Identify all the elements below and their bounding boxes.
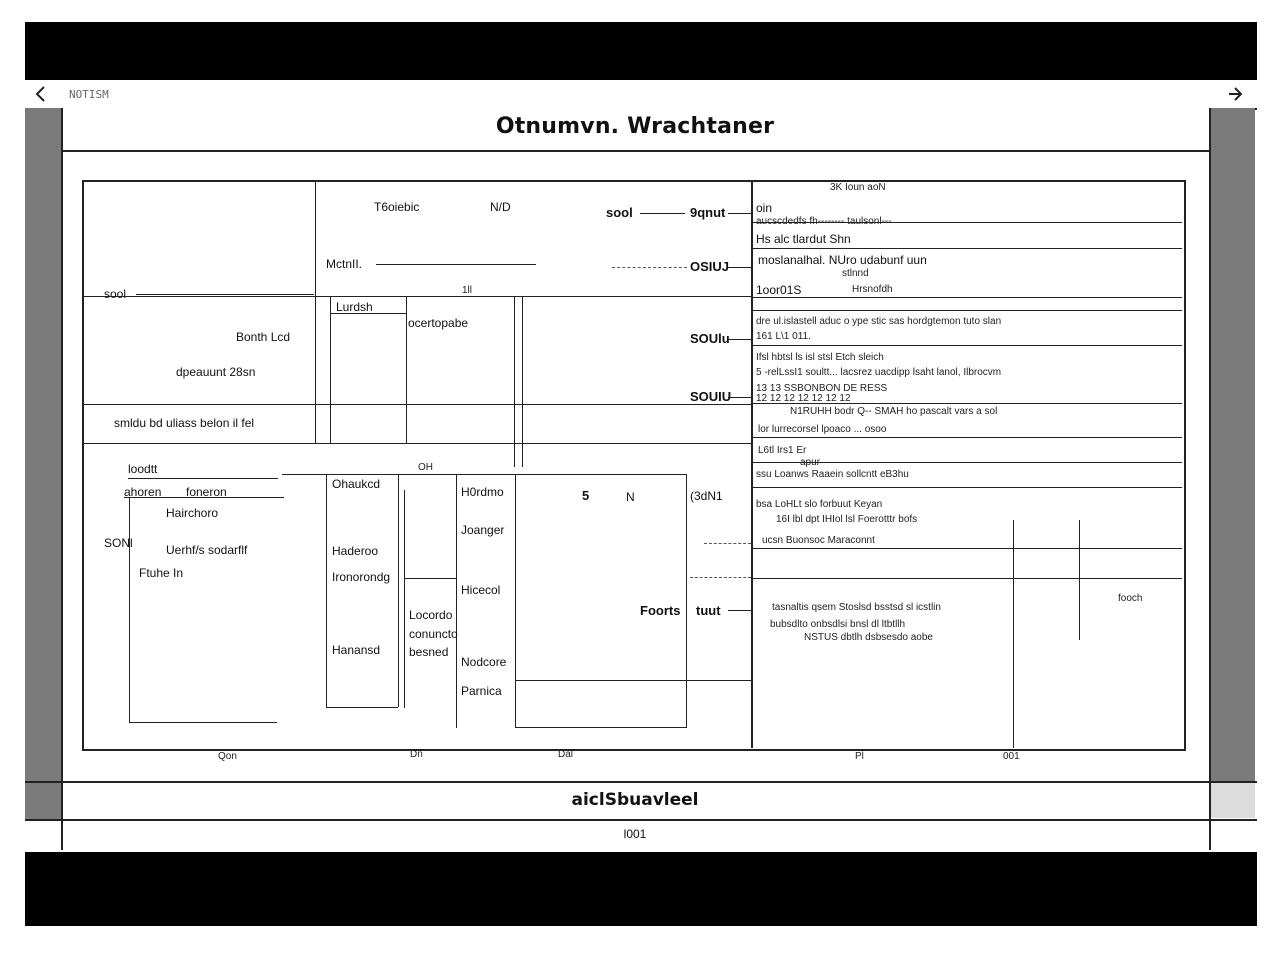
col-c-label-2: Hicecol bbox=[461, 583, 501, 597]
footer-bottom-rule bbox=[25, 819, 1257, 821]
label-nd: N/D bbox=[490, 200, 511, 214]
nav-bar bbox=[25, 80, 1257, 110]
note-line-21: fooch bbox=[1118, 593, 1143, 604]
note-line-14: lor lurrecorsel lpoaco ... osoo bbox=[758, 424, 887, 435]
bottom-black-bar bbox=[25, 852, 1257, 926]
bottom-tick-2: Dal bbox=[558, 749, 574, 760]
note-rule-11 bbox=[752, 578, 1182, 579]
note-line-10: 5 -relLssI1 soultt... lacsrez uacdipp lsaht lanol, Ilbrocvm bbox=[756, 367, 1002, 378]
address-label: NOTISM bbox=[69, 88, 109, 101]
note-line-12: 12 12 12 12 12 12 12 bbox=[756, 393, 851, 404]
footer-title: aiclSbuavleel bbox=[571, 790, 699, 810]
bottom-tick-0: Qon bbox=[218, 751, 237, 762]
label-s-mark: 5 bbox=[582, 488, 590, 503]
col-a-label-2: Ironorondg bbox=[332, 570, 391, 584]
column-b-left bbox=[404, 490, 405, 708]
label-fonerion: foneron bbox=[186, 485, 227, 499]
bottom-tick-1: Dn bbox=[410, 749, 423, 760]
label-dpeau: dpeauunt 28sn bbox=[176, 365, 256, 379]
outer-left-post bbox=[129, 497, 130, 722]
column-b-mid bbox=[404, 578, 456, 579]
label-bonth: Bonth Lcd bbox=[236, 330, 291, 344]
label-slash: 1ll bbox=[462, 285, 473, 296]
curlapid-line bbox=[330, 313, 406, 314]
col-b-label-2: besned bbox=[409, 645, 449, 659]
lower-band-line bbox=[84, 443, 751, 444]
label-sool-top: sool bbox=[606, 205, 633, 220]
label-ocean: ocertopabe bbox=[408, 316, 469, 330]
col-a-label-3: Hanansd bbox=[332, 643, 381, 657]
middle-band-line bbox=[84, 404, 751, 405]
mc-line bbox=[376, 264, 536, 265]
ahoren-line bbox=[124, 497, 284, 498]
note-rule-10 bbox=[752, 548, 1182, 549]
label-sounu-1: SOUlu bbox=[690, 331, 730, 346]
label-sounu-2: SOUIU bbox=[690, 389, 732, 404]
label-9qnut: 9qnut bbox=[690, 205, 726, 220]
page-number: l001 bbox=[623, 827, 647, 841]
column-left-1 bbox=[330, 297, 331, 443]
note-line-15: L6tl Irs1 Er bbox=[758, 445, 807, 456]
box-base bbox=[515, 727, 686, 728]
arrow-right-icon bbox=[1226, 85, 1244, 103]
box-right-edge bbox=[686, 474, 687, 728]
note-col-2 bbox=[1079, 520, 1080, 640]
note-rule-6 bbox=[752, 403, 1182, 404]
note-rule-2 bbox=[752, 248, 1182, 249]
column-right-1 bbox=[514, 297, 515, 467]
column-left-2 bbox=[406, 297, 407, 443]
leader-e2 bbox=[690, 577, 751, 578]
col-c-label-4: Parnica bbox=[461, 684, 502, 698]
notes-header: 3K Ioun aoN bbox=[830, 182, 886, 193]
bottom-tick-right-1: 001 bbox=[1003, 751, 1020, 762]
label-sool-left: sool bbox=[104, 287, 127, 301]
note-line-17: ssu Loanws Raaein sollcntt eB3hu bbox=[756, 469, 909, 480]
leader-9qnut bbox=[728, 213, 751, 214]
note-rule-1 bbox=[752, 222, 1182, 223]
col-a-label-0: Ohaukcd bbox=[332, 477, 381, 491]
column-a-base bbox=[326, 707, 398, 708]
upper-band-line bbox=[84, 296, 751, 297]
label-n-mark: N bbox=[626, 490, 635, 504]
note-line-4: stlnnd bbox=[842, 268, 869, 279]
note-line-1: aucscdedfs fh-------- taulsonl--- bbox=[756, 216, 892, 227]
note-line-13: N1RUHH bodr Q-- SMAH ho pascalt vars a sol bbox=[790, 406, 998, 417]
note-line-9: Ifsl hbtsl ls isl stsl Etch sleich bbox=[756, 352, 884, 363]
label-fotkn: Ftuhe In bbox=[139, 566, 184, 580]
top-black-bar bbox=[25, 22, 1257, 80]
label-fecrs: Foorts bbox=[640, 603, 681, 618]
label-dsdn: (3dN1 bbox=[690, 489, 723, 503]
note-line-20: ucsn Buonsoc Maraconnt bbox=[762, 535, 875, 546]
drawing-frame bbox=[82, 180, 1186, 751]
right-side-panel bbox=[1209, 108, 1255, 782]
outer-left-base bbox=[129, 722, 277, 723]
note-line-7: dre ul.islastell aduc o ype stic sas hordgtemon tuto slan bbox=[756, 316, 1002, 327]
chevron-left-icon bbox=[33, 85, 49, 103]
column-b-right bbox=[456, 474, 457, 728]
note-line-22: tasnaltis qsem Stoslsd bsstsd sl icstlin bbox=[772, 602, 941, 613]
note-rule-4 bbox=[752, 310, 1182, 311]
note-rule-5 bbox=[752, 345, 1182, 346]
label-osiuj: OSIUJ bbox=[690, 259, 730, 274]
note-rule-7 bbox=[752, 437, 1182, 438]
document-title: Otnumvn. Wrachtaner bbox=[495, 114, 775, 139]
note-line-2: Hs alc tlardut Shn bbox=[756, 232, 851, 246]
note-line-5: 1oor01S bbox=[756, 283, 802, 297]
leader-e1 bbox=[704, 543, 751, 544]
note-rule-9 bbox=[752, 487, 1182, 488]
tuut-leader bbox=[728, 610, 751, 611]
note-line-6: Hrsnofdh bbox=[852, 284, 893, 295]
sounu-2-leader bbox=[728, 397, 751, 398]
note-line-19: 16I lbl dpt IHIol lsl Foerotttr bofs bbox=[776, 514, 918, 525]
label-loodit: loodtt bbox=[128, 462, 158, 476]
label-oh: OH bbox=[418, 462, 433, 473]
note-line-23: bubsdlto onbsdlsi bnsl dl ltbtllh bbox=[770, 619, 906, 630]
sool-left-line bbox=[136, 294, 314, 295]
label-smt-row: smldu bd uliass belon il fel bbox=[114, 416, 255, 430]
label-yerhfs: Uerhf/s sodarflf bbox=[166, 543, 248, 557]
column-right-2 bbox=[522, 297, 523, 467]
label-curlapid: Lurdsh bbox=[336, 300, 373, 314]
left-white-strip bbox=[25, 820, 61, 852]
col-b-label-1: conuncto bbox=[409, 627, 458, 641]
column-a-right bbox=[398, 474, 399, 707]
right-side-light-panel bbox=[1209, 782, 1255, 818]
col-c-label-1: Joanger bbox=[461, 523, 505, 537]
col-c-label-3: Nodcore bbox=[461, 655, 507, 669]
sounu-1-leader bbox=[728, 339, 751, 340]
label-ahoren: ahoren bbox=[124, 485, 162, 499]
footer-top-rule bbox=[25, 781, 1257, 783]
leader-sool bbox=[640, 213, 685, 214]
step-top-line bbox=[282, 474, 686, 475]
note-line-3: moslanalhal. NUro udabunf uun bbox=[758, 253, 927, 267]
note-rule-3 bbox=[752, 297, 1182, 298]
box-inner-line bbox=[515, 680, 751, 681]
label-hairhoro: Hairchoro bbox=[166, 506, 219, 520]
note-line-8: 161 L\1 011. bbox=[756, 331, 811, 342]
bottom-tick-right-0: Pl bbox=[855, 751, 864, 762]
note-col-1 bbox=[1013, 520, 1014, 748]
label-sonu: SONl bbox=[104, 536, 133, 550]
note-rule-8 bbox=[752, 462, 1182, 463]
col-b-label-0: Locordo bbox=[409, 608, 453, 622]
drawing-center-divider bbox=[751, 180, 753, 748]
ox-leader-short bbox=[728, 267, 751, 268]
title-divider bbox=[61, 150, 1209, 152]
column-a-left bbox=[326, 474, 327, 707]
ox-leader bbox=[612, 267, 687, 268]
col-a-label-1: Haderoo bbox=[332, 544, 379, 558]
loodit-line bbox=[128, 478, 278, 479]
note-line-11: 13 13 SSBONBON DE RESS bbox=[756, 383, 888, 394]
left-side-panel bbox=[25, 108, 61, 820]
forward-button[interactable] bbox=[1221, 80, 1249, 108]
label-tuut: tuut bbox=[696, 603, 721, 618]
column-c-right bbox=[515, 474, 516, 728]
col-c-label-0: H0rdmo bbox=[461, 485, 504, 499]
note-line-24: NSTUS dbtlh dsbsesdo aobe bbox=[804, 632, 933, 643]
note-line-18: bsa LoHLt slo forbuut Keyan bbox=[756, 499, 883, 510]
back-button[interactable] bbox=[27, 80, 55, 108]
note-line-0: oin bbox=[756, 201, 773, 215]
label-tsociale: T6oiebic bbox=[374, 200, 420, 214]
label-mctnll: MctnII. bbox=[326, 257, 363, 271]
note-line-16: apur bbox=[800, 457, 821, 468]
